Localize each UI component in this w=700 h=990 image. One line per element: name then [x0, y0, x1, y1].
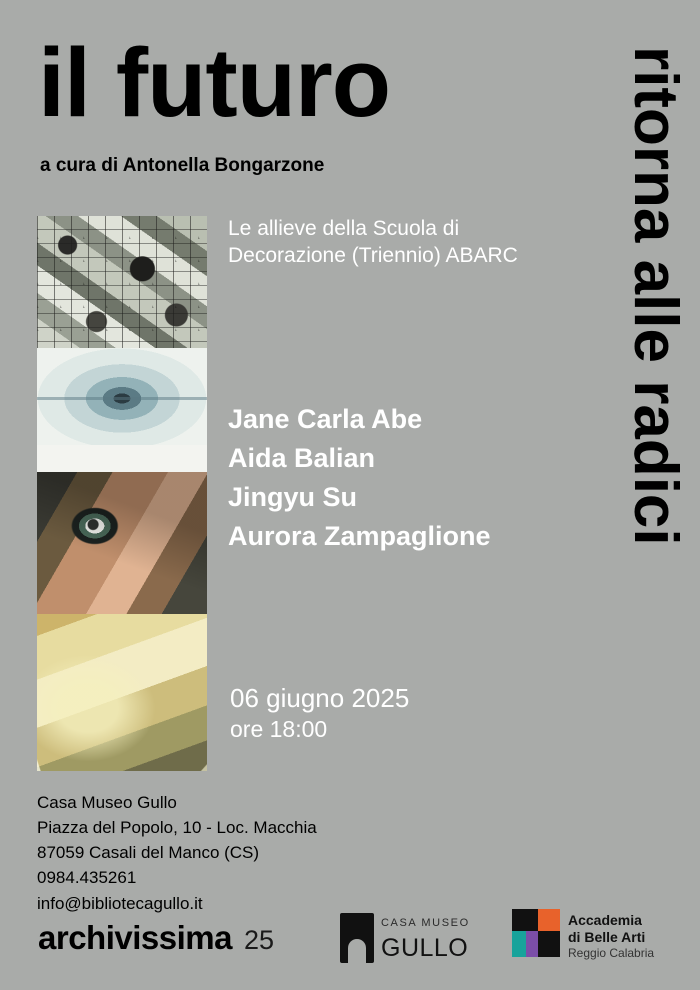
accademia-line-1: Accademia	[568, 912, 642, 928]
venue-address: Piazza del Popolo, 10 - Loc. Macchia	[37, 818, 317, 838]
poster-title-main: il futuro	[38, 28, 390, 137]
venue-city: 87059 Casali del Manco (CS)	[37, 843, 260, 863]
artist-name: Jingyu Su	[228, 482, 358, 513]
artwork-thumbnail-column	[37, 216, 207, 771]
accademia-block-teal	[512, 931, 526, 957]
artist-name: Aida Balian	[228, 443, 376, 474]
accademia-belle-arti-logo	[512, 909, 672, 967]
accademia-line-2: di Belle Arti	[568, 929, 646, 945]
artist-list	[228, 400, 568, 557]
poster-subtitle: Le allieve della Scuola di Decorazione (Triennio) ABARC	[228, 217, 518, 267]
casa-museo-top-label: CASA MUSEO	[381, 917, 470, 929]
venue-email[interactable]: info@bibliotecagullo.it	[37, 893, 203, 913]
poster-title-vertical: ritorna alle radici	[621, 46, 690, 546]
event-time: ore 18:00	[230, 716, 328, 743]
white-spacer-block	[37, 445, 207, 472]
casa-museo-door-icon	[340, 913, 374, 963]
archivissima-year: 25	[243, 925, 275, 955]
casa-museo-gullo-logo	[340, 911, 470, 969]
archivissima-wordmark: archivissima	[38, 919, 232, 956]
archivissima-logo	[38, 919, 274, 957]
venue-name: Casa Museo Gullo	[37, 793, 177, 812]
blue-eye-artwork-thumbnail	[37, 348, 207, 445]
venue-info	[37, 790, 317, 916]
accademia-mark-icon	[512, 909, 560, 957]
accademia-block-black-2	[538, 931, 560, 957]
accademia-block-orange	[538, 909, 560, 931]
footer-logo-bar	[0, 905, 700, 975]
accademia-block-black	[512, 909, 538, 931]
event-datetime	[230, 682, 409, 745]
event-date: 06 giugno 2025	[230, 683, 410, 713]
face-painting-artwork-thumbnail	[37, 472, 207, 614]
accademia-line-3: Reggio Calabria	[568, 946, 655, 960]
venue-phone: 0984.435261	[37, 868, 137, 888]
accademia-block-purple	[526, 931, 538, 957]
artist-name: Aurora Zampaglione	[228, 521, 491, 552]
mosaic-artwork-thumbnail	[37, 216, 207, 348]
casa-museo-bottom-label: GULLO	[381, 934, 469, 962]
yellow-abstract-artwork-thumbnail	[37, 614, 207, 771]
poster-curator: a cura di Antonella Bongarzone	[40, 155, 325, 176]
artist-name: Jane Carla Abe	[228, 404, 423, 434]
